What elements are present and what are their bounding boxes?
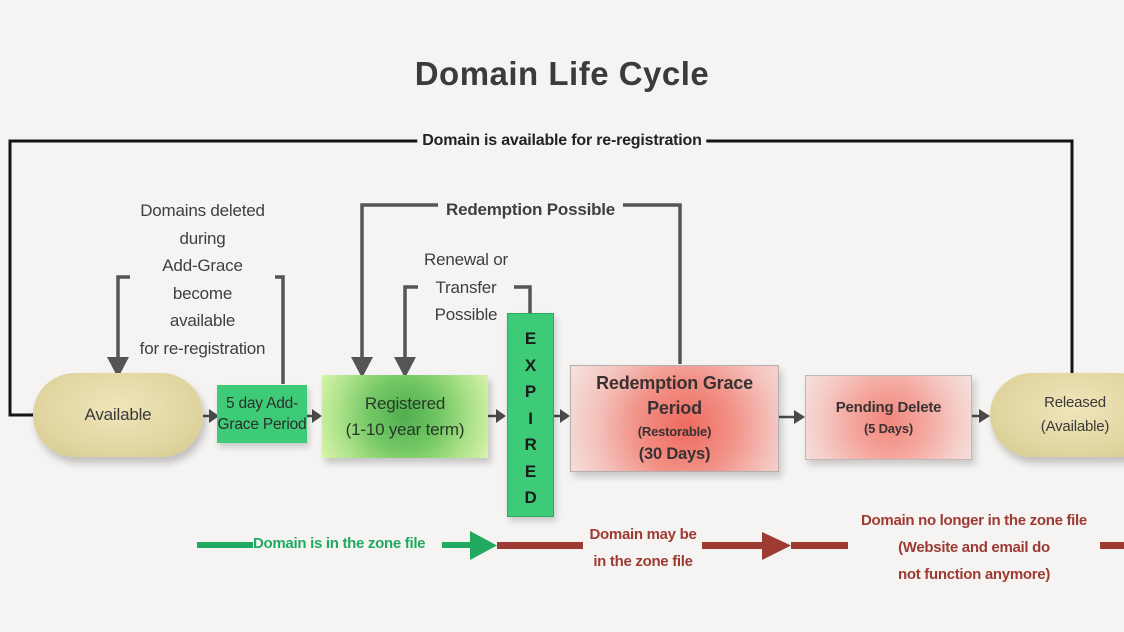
deleted-note-line: become [172, 283, 233, 303]
redemption-possible-label: Redemption Possible [438, 194, 623, 226]
legend-in-zone-label: Domain is in the zone file [253, 535, 426, 552]
legend-maybe-zone-line: in the zone file [593, 553, 693, 570]
node-registered-subtitle: (1-10 year term) [345, 419, 465, 439]
node-available [33, 373, 203, 457]
node-add-grace-line: 5 day Add- [225, 395, 299, 412]
loop-label: Domain is available for re-registration [417, 130, 706, 152]
deleted-note-line: Add-Grace [162, 256, 243, 275]
node-redemption-grace-period [570, 365, 779, 472]
deleted-note-line: Domains deleted [140, 201, 265, 220]
deleted-note [130, 197, 275, 362]
expired-letter: R [524, 435, 537, 454]
deleted-note-line: for re-registration [139, 338, 266, 358]
page-title: Domain Life Cycle [414, 55, 710, 92]
renewal-note-line: Possible [434, 305, 498, 324]
node-pending-duration: (5 Days) [864, 420, 913, 436]
legend-maybe-zone-line: Domain may be [589, 526, 697, 543]
node-add-grace-period [217, 385, 307, 443]
legend-no-zone-line: Domain no longer in the zone file [861, 512, 1087, 529]
node-pending-delete [805, 375, 972, 460]
legend-no-zone-label [848, 507, 1100, 588]
node-redemption-duration: (30 Days) [638, 444, 711, 463]
node-redemption-title: Redemption Grace Period [596, 372, 753, 418]
legend-no-zone-line: (Website and email do [898, 539, 1050, 556]
node-expired [507, 313, 554, 517]
expired-letter: X [524, 355, 537, 375]
expired-letter: D [524, 488, 537, 507]
node-released [990, 373, 1124, 457]
deleted-note-line: during [179, 228, 226, 248]
node-registered [322, 375, 488, 458]
deleted-note-line: available [169, 311, 236, 330]
renewal-note [418, 246, 514, 329]
expired-letter: P [524, 382, 537, 401]
expired-letter: I [528, 408, 533, 428]
legend-maybe-zone-label [583, 521, 703, 575]
node-redemption-subtitle: (Restorable) [637, 423, 712, 439]
node-registered-title: Registered [364, 393, 446, 413]
node-released-title: Released [1044, 394, 1106, 411]
renewal-note-line: Transfer [435, 277, 497, 297]
expired-letter: E [524, 461, 537, 481]
renewal-note-line: Renewal or [424, 250, 508, 269]
legend-no-zone-line: not function anymore) [897, 566, 1051, 583]
node-released-subtitle: (Available) [1040, 418, 1110, 435]
node-available-label: Available [84, 405, 152, 424]
node-add-grace-line: Grace Period [217, 416, 307, 433]
node-pending-title: Pending Delete [835, 398, 942, 416]
expired-letter: E [524, 329, 537, 348]
